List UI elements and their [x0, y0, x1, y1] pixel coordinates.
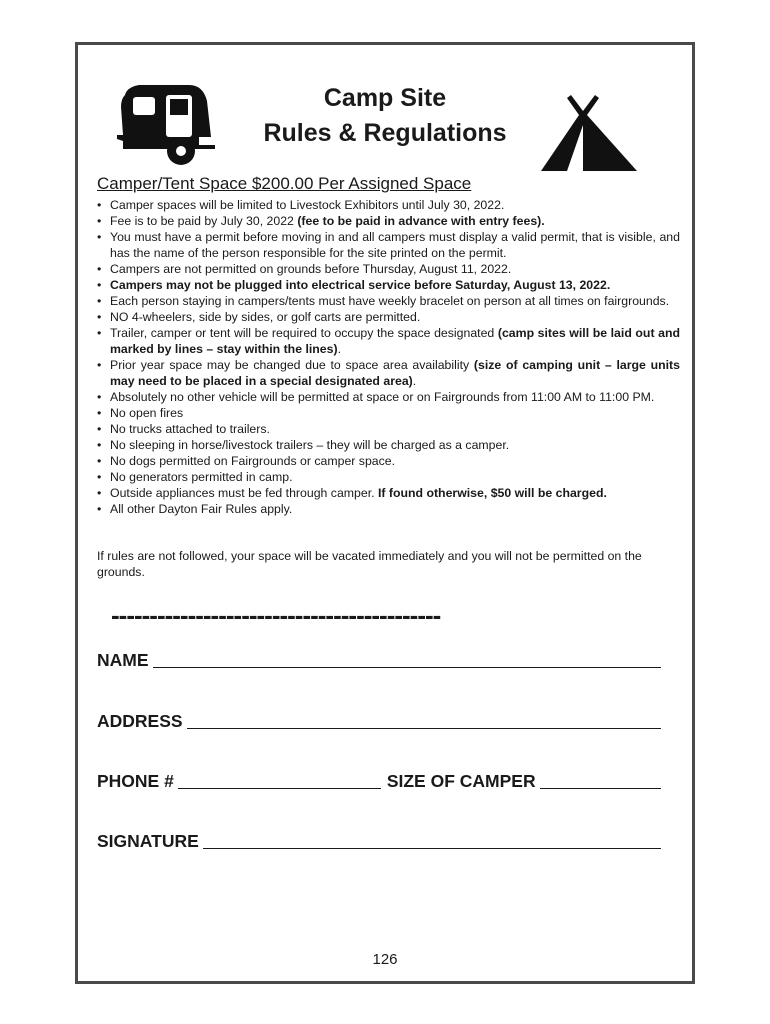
- page-number: 126: [372, 951, 398, 968]
- rule-item: • Camper spaces will be limited to Livestock Exhibitors until July 30, 2022.: [97, 197, 680, 213]
- rule-item: • All other Dayton Fair Rules apply.: [97, 501, 680, 517]
- space-fee-heading: Camper/Tent Space $200.00 Per Assigned Space: [97, 174, 472, 193]
- rule-item: • No sleeping in horse/livestock trailers – they will be charged as a camper.: [97, 437, 680, 453]
- name-field[interactable]: [97, 647, 661, 671]
- rule-item: • Each person staying in campers/tents must have weekly bracelet on person at all times on fairgrounds.: [97, 293, 680, 309]
- phone-label: PHONE #: [97, 771, 174, 791]
- phone-blank-line[interactable]: [178, 788, 381, 789]
- rule-item: • Campers are not permitted on grounds before Thursday, August 11, 2022.: [97, 261, 680, 277]
- rule-item: • No generators permitted in camp.: [97, 469, 680, 485]
- rule-item: • No trucks attached to trailers.: [97, 421, 680, 437]
- address-field[interactable]: [97, 708, 661, 732]
- rule-item: • Campers may not be plugged into electrical service before Saturday, August 13, 2022.: [97, 277, 680, 293]
- camper-size-label: SIZE OF CAMPER: [386, 771, 536, 791]
- signature-blank-line[interactable]: [203, 848, 661, 849]
- rule-item: • NO 4-wheelers, side by sides, or golf carts are permitted.: [97, 309, 680, 325]
- rule-item: • Trailer, camper or tent will be required to occupy the space designated (camp sites will be laid out and marked by lines – stay within the lines).: [97, 325, 680, 357]
- name-label: NAME: [97, 650, 149, 670]
- rule-item: • Absolutely no other vehicle will be permitted at space or on Fairgrounds from 11:00 AM to 11:00 PM.: [97, 389, 680, 405]
- tent-icon: [533, 91, 645, 175]
- enforcement-note: If rules are not followed, your space will be vacated immediately and you will not be permitted on the grounds.: [97, 549, 642, 579]
- rule-item: • You must have a permit before moving in and all campers must display a valid permit, that is visible, and has the name of the person responsible for the site printed on the permit.: [97, 229, 680, 261]
- rule-item: • No open fires: [97, 405, 680, 421]
- name-blank-line[interactable]: [153, 667, 661, 668]
- rule-item: • Fee is to be paid by July 30, 2022 (fee to be paid in advance with entry fees).: [97, 213, 680, 229]
- signature-label: SIGNATURE: [97, 831, 199, 851]
- rules-list: [97, 197, 680, 517]
- address-label: ADDRESS: [97, 711, 183, 731]
- phone-and-camper-size-field[interactable]: [97, 768, 661, 792]
- signature-field[interactable]: [97, 828, 661, 852]
- title-line-1: Camp Site: [323, 84, 447, 112]
- rule-item: • No dogs permitted on Fairgrounds or camper space.: [97, 453, 680, 469]
- address-blank-line[interactable]: [187, 728, 661, 729]
- document-page: [75, 42, 695, 984]
- camper-size-blank-line[interactable]: [540, 788, 661, 789]
- cut-line-divider: -------------------------------------------: [111, 605, 441, 625]
- rule-item: • Outside appliances must be fed through camper. If found otherwise, $50 will be charged.: [97, 485, 680, 501]
- title-line-2: Rules & Regulations: [263, 119, 507, 147]
- rule-item: • Prior year space may be changed due to space area availability (size of camping unit – large units may need to be placed in a special designated area).: [97, 357, 680, 389]
